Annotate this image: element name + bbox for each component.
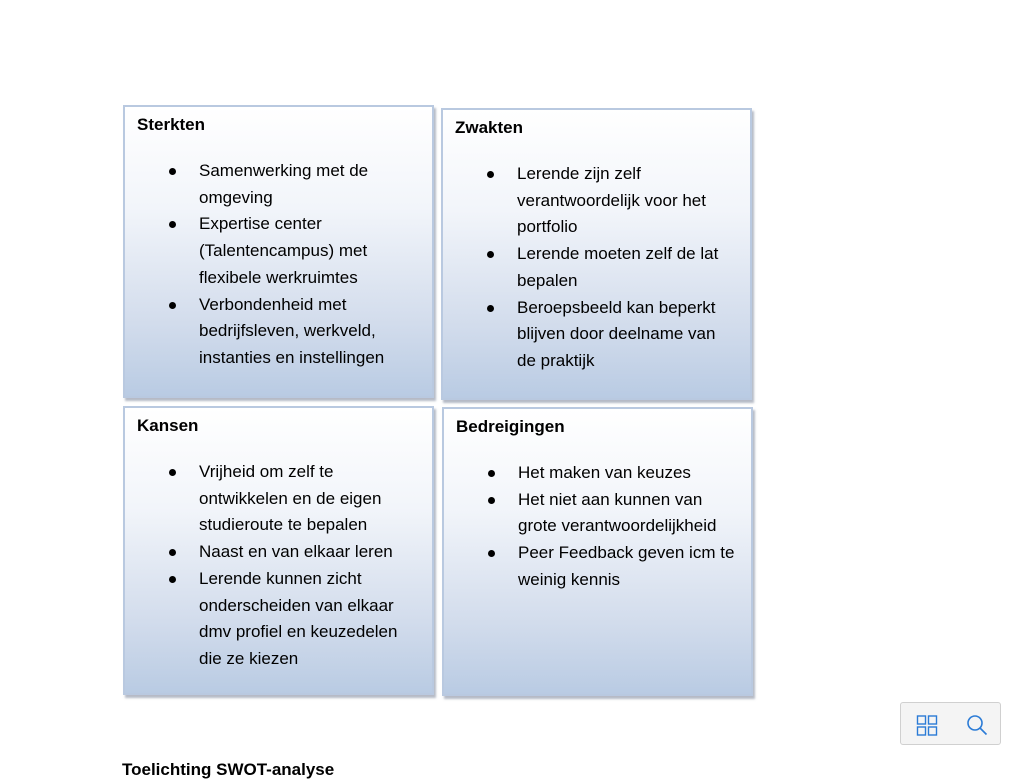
swot-box-weaknesses: [441, 108, 752, 400]
bullet-icon: [487, 305, 494, 312]
list-item-text: Het maken van keuzes: [518, 463, 691, 482]
opportunities-list: [199, 459, 421, 673]
bullet-icon: [169, 221, 176, 228]
bullet-icon: [169, 302, 176, 309]
list-item: [518, 460, 740, 487]
bullet-icon: [487, 251, 494, 258]
bullet-icon: [487, 171, 494, 178]
list-item: [199, 459, 421, 539]
list-item: [199, 292, 421, 372]
list-item-text: Vrijheid om zelf te ontwikkelen en de eigen studieroute te bepalen: [199, 462, 382, 535]
list-item-text: Samenwerking met de omgeving: [199, 161, 369, 207]
swot-box-opportunities: [123, 406, 434, 695]
list-item-text: Lerende zijn zelf verantwoordelijk voor het portfolio: [517, 164, 706, 237]
strengths-list: [199, 158, 421, 372]
bullet-icon: [169, 549, 176, 556]
list-item: [517, 161, 739, 241]
list-item: [199, 539, 421, 566]
swot-box-strengths: [123, 105, 434, 398]
list-item-text: Het niet aan kunnen van grote verantwoordelijkheid: [518, 489, 717, 536]
grid-icon[interactable]: [915, 713, 939, 737]
list-item: [518, 540, 740, 593]
list-item-text: Beroepsbeeld kan beperkt blijven door deelname van de praktijk: [517, 297, 716, 370]
list-item-text: Naast en van elkaar leren: [199, 542, 393, 562]
opportunities-title: Kansen: [137, 416, 199, 435]
bullet-icon: [169, 168, 176, 175]
bullet-icon: [169, 469, 176, 476]
list-item-text: Lerende kunnen zicht onderscheiden van elkaar dmv profiel en keuzedelen die ze kiezen: [199, 568, 398, 668]
bullet-icon: [488, 497, 495, 504]
viewer-toolbar: [900, 702, 1001, 745]
list-item-text: Peer Feedback geven icm te weinig kennis: [518, 543, 735, 589]
list-item: [199, 566, 421, 673]
list-item: [517, 241, 739, 294]
weaknesses-title: Zwakten: [455, 118, 524, 137]
list-item: [518, 487, 740, 540]
bullet-icon: [488, 550, 495, 557]
bullet-icon: [488, 470, 495, 477]
list-item: [199, 158, 421, 211]
bullet-icon: [169, 576, 176, 583]
section-heading: Toelichting SWOT-analyse: [122, 760, 335, 779]
weaknesses-list: [517, 161, 739, 375]
search-icon[interactable]: [965, 713, 989, 737]
list-item-text: Expertise center (Talentencampus) met flexibele werkruimtes: [199, 214, 368, 287]
list-item-text: Lerende moeten zelf de lat bepalen: [517, 244, 719, 290]
swot-box-threats: [442, 407, 753, 696]
list-item: [199, 211, 421, 291]
threats-list: [518, 460, 740, 594]
list-item-text: Verbondenheid met bedrijfsleven, werkveld, instanties en instellingen: [199, 294, 385, 367]
strengths-title: Sterkten: [137, 115, 206, 134]
threats-title: Bedreigingen: [456, 417, 565, 436]
list-item: [517, 295, 739, 375]
